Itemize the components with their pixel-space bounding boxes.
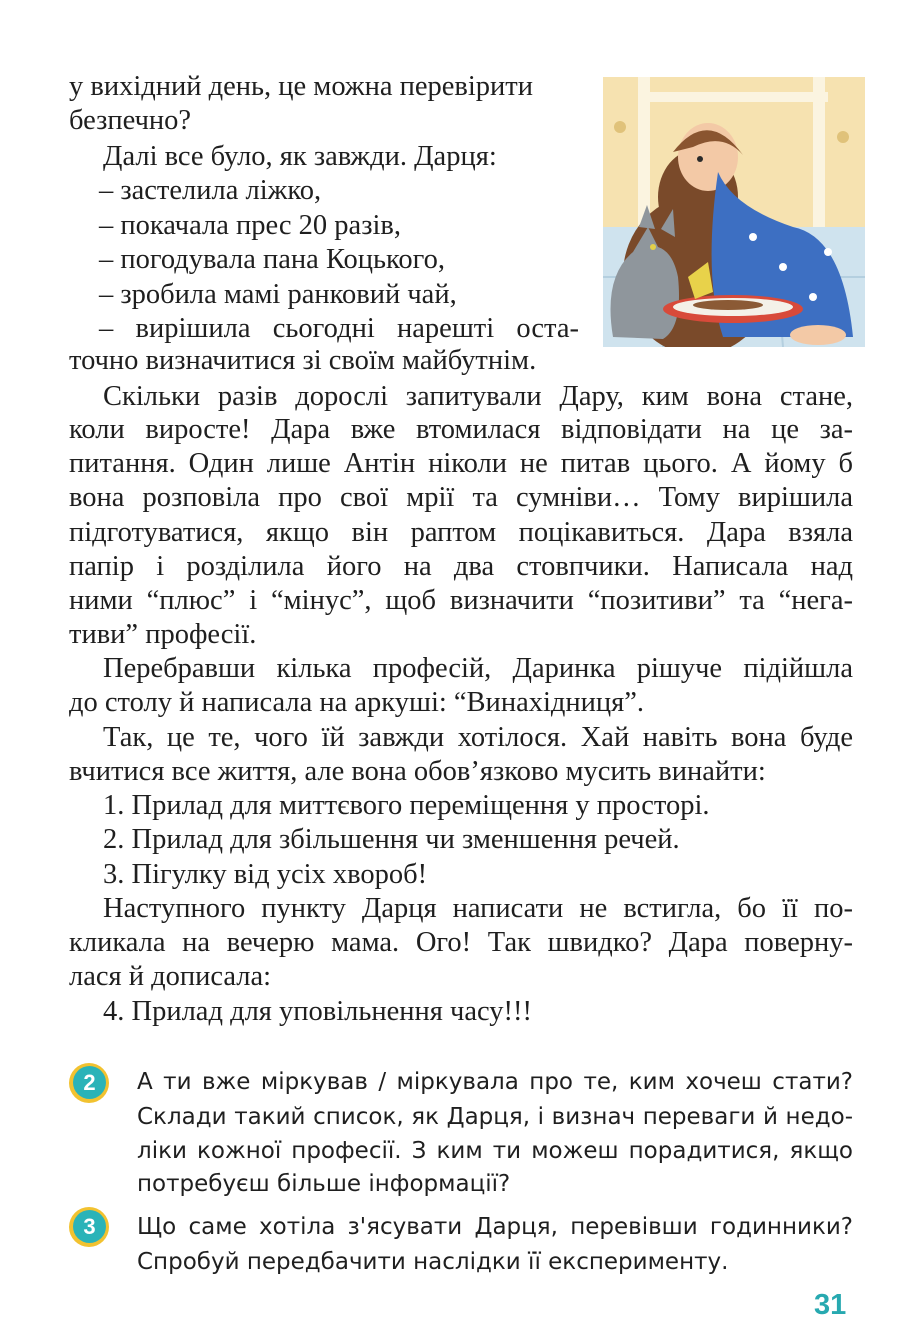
story-line: у вихідний день, це можна перевірити — [69, 71, 533, 102]
story-line: вчитися все життя, але вона обов’язково мусить винайти: — [69, 756, 766, 787]
story-list-item: – погодувала пана Коцького, — [99, 244, 446, 275]
story-list-item: – застелила ліжко, — [99, 175, 322, 206]
story-line: тиви” професії. — [69, 619, 257, 650]
story-line: питання. Один лише Антін ніколи не питав цього. А йому б — [69, 448, 853, 479]
story-line: лася й дописала: — [69, 961, 272, 992]
story-line: Наступного пункту Дарця написати не встигла, бо її по- — [103, 893, 853, 924]
story-line: Так, це те, чого їй завжди хотілося. Хай навіть вона буде — [103, 722, 853, 753]
story-line: Перебравши кілька професій, Даринка рішуче підійшла — [103, 653, 853, 684]
task-number: 3 — [73, 1210, 106, 1243]
story-list-item: – покачала прес 20 разів, — [99, 210, 401, 241]
task-number-badge-3 — [69, 1207, 109, 1247]
story-list-item: – зробила мамі ранковий чай, — [99, 279, 457, 310]
invention-list-item: 1. Прилад для миттєвого переміщення у просторі. — [103, 790, 710, 821]
story-line: коли виросте! Дара вже втомилася відповідати на це за- — [69, 414, 853, 445]
story-line: кликала на вечерю мама. Ого! Так швидко? Дара поверну- — [69, 927, 853, 958]
story-line: вона розповіла про свої мрії та сумніви… Тому вирішила — [69, 482, 853, 513]
story-line: папір і розділила його на два стовпчики. Написала над — [69, 551, 853, 582]
invention-list-item: 4. Прилад для уповільнення часу!!! — [103, 996, 533, 1027]
task-line: ліки кожної професії. З ким ти можеш порадитися, якщо — [137, 1138, 853, 1164]
story-line: ними “плюс” і “мінус”, щоб визначити “позитиви” та “нега- — [69, 585, 853, 616]
story-line: до столу й написала на аркуші: “Винахідниця”. — [69, 687, 645, 718]
invention-list-item: 2. Прилад для збільшення чи зменшення речей. — [103, 824, 680, 855]
story-line: підготуватися, якщо він раптом поцікавиться. Дара взяла — [69, 517, 853, 548]
task-line: Що саме хотіла з'ясувати Дарця, перевівши годинники? — [137, 1214, 853, 1240]
story-list-item: – вирішила сьогодні нарешті оста- — [99, 313, 579, 344]
task-number: 2 — [73, 1066, 106, 1099]
story-line: безпечно? — [69, 105, 192, 136]
task-line: Спробуй передбачити наслідки її експерименту. — [137, 1249, 729, 1275]
page-number: 31 — [814, 1289, 847, 1321]
task-number-badge-2 — [69, 1063, 109, 1103]
story-line: точно визначитися зі своїм майбутнім. — [69, 345, 537, 376]
invention-list-item: 3. Пігулку від усіх хвороб! — [103, 859, 428, 890]
story-line: Скільки разів дорослі запитували Дару, ким вона стане, — [103, 381, 853, 412]
task-line: Склади такий список, як Дарця, і визнач переваги й недо- — [137, 1104, 853, 1130]
girl-feeding-cat-illustration — [603, 77, 865, 347]
story-line: Далі все було, як завжди. Дарця: — [103, 141, 497, 172]
task-line: потребуєш більше інформації? — [137, 1171, 511, 1197]
task-line: А ти вже міркував / міркувала про те, ким хочеш стати? — [137, 1069, 853, 1095]
